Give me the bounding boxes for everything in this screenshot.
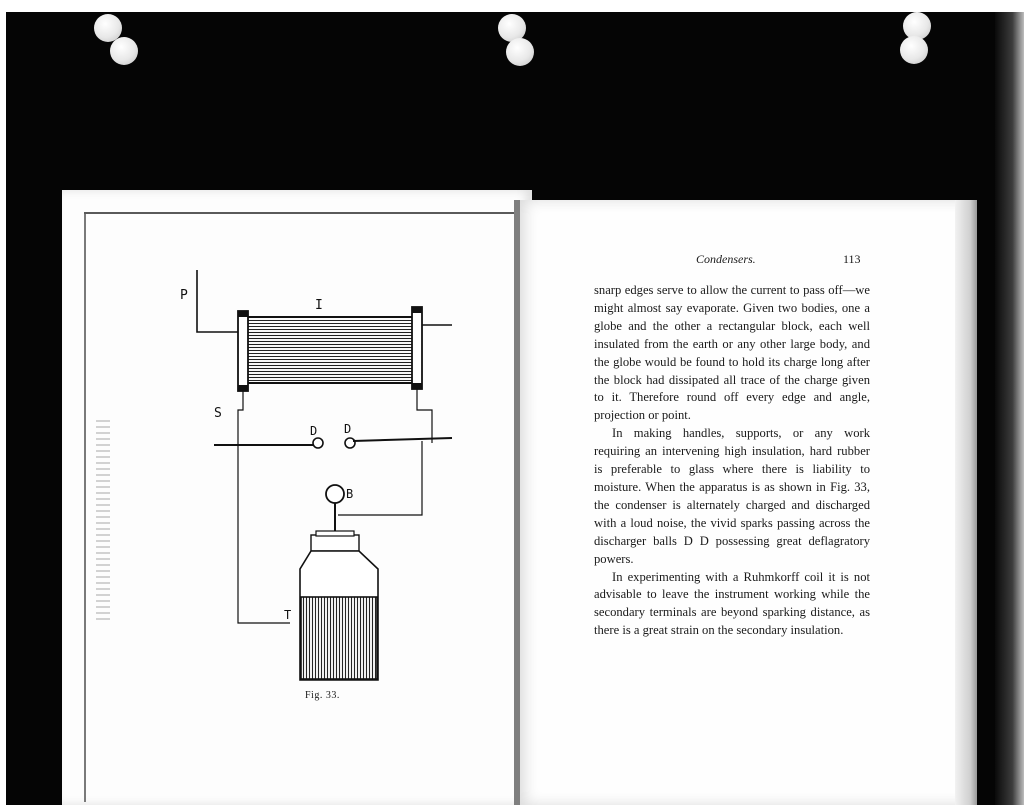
page-border bbox=[84, 212, 514, 214]
body-text bbox=[594, 282, 870, 640]
discharger-rod bbox=[353, 438, 452, 441]
paragraph: In making handles, supports, or any work requiring an intervening high insulation, hard rubber is preferable to glass where there is liability to moisture. When the apparatus is as shown in Fig. 33, the condenser is alternately charged and discharged with a loud noise, the vivid sparks passing across the discharger balls D D possessing great deflagratory powers. bbox=[594, 426, 870, 566]
label-t: T bbox=[284, 608, 292, 622]
discharger-ball bbox=[345, 438, 355, 448]
bleed-through-text bbox=[96, 420, 110, 620]
scan-right-edge bbox=[995, 12, 1024, 805]
pin-icon bbox=[506, 38, 534, 66]
primary-wire bbox=[197, 270, 240, 332]
pin-icon bbox=[110, 37, 138, 65]
secondary-wire bbox=[417, 388, 432, 443]
paragraph: snarp edges serve to allow the current to pass off—we might almost say evaporate. Given two bodies, one a globe and the other a rectangular block, each well insulated from the earth or any other large body, and the globe would be found to hold its charge long after the block had dissipated all trace of the charge given to it. Therefore round off every edge and angle, projection or point. bbox=[594, 283, 870, 423]
running-head: Condensers. bbox=[696, 252, 756, 266]
figure-33-diagram bbox=[170, 265, 460, 695]
label-b: B bbox=[346, 487, 354, 501]
page-stack-edge bbox=[955, 200, 977, 805]
label-d-left: D bbox=[310, 424, 318, 438]
label-i: I bbox=[315, 298, 323, 313]
page-border bbox=[84, 212, 86, 802]
label-d-right: D bbox=[344, 422, 352, 436]
connecting-wire bbox=[338, 441, 422, 515]
discharger-ball bbox=[313, 438, 323, 448]
jar-foil-coating bbox=[301, 597, 377, 679]
label-p: P bbox=[180, 288, 188, 303]
page-number: 113 bbox=[843, 252, 861, 266]
book-gutter bbox=[514, 200, 520, 805]
pin-icon bbox=[900, 36, 928, 64]
label-s: S bbox=[214, 406, 222, 421]
paragraph: In experimenting with a Ruhmkorff coil it is not advisable to leave the instrument working while the secondary terminals are beyond sparking distance, as there is a great strain on the secondary insulation. bbox=[594, 569, 870, 638]
secondary-wire bbox=[238, 390, 290, 623]
coil-end-cap bbox=[238, 311, 248, 391]
jar-neck bbox=[311, 535, 359, 551]
coil-end-cap bbox=[412, 307, 422, 389]
jar-knob-ball bbox=[326, 485, 344, 503]
induction-coil bbox=[246, 317, 414, 383]
figure-caption: Fig. 33. bbox=[305, 690, 340, 701]
